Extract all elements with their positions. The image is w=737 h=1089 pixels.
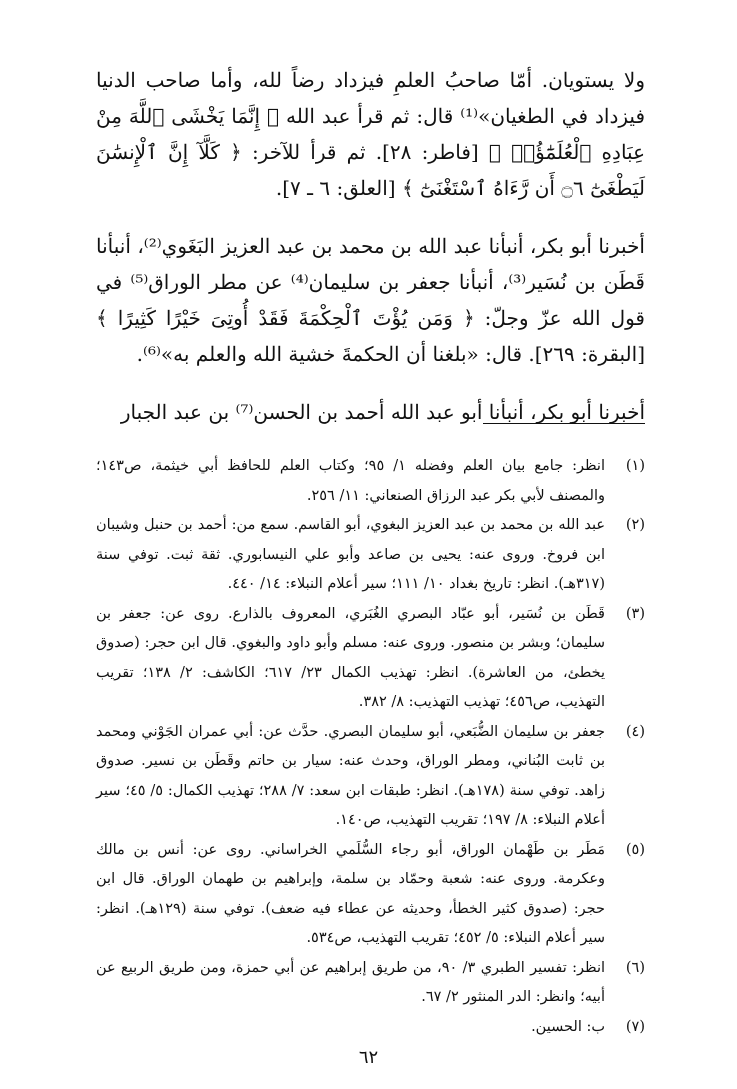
footnote [96,600,645,718]
footnote-text: ب: الحسين. [531,1018,605,1035]
footnote [96,511,645,600]
body-paragraph: ولا يستويان. أمّا صاحبُ العلمِ فيزداد رضاً لله، وأما صاحب الدنيا فيزداد في الطغيان»⁽¹⁾ قال: ثم قرأ عبد الله ﴿ إِنَّمَا يَخْشَى ٱللَّهَ مِنْ عِبَادِهِ ٱلْعُلَمَٰٓؤُا۟ ﴾ [فاطر: ٢٨]. ثم قرأ للآخر: ﴿ كَلَّآ إِنَّ ٱلْإِنسَٰنَ لَيَطْغَىٰٓ ۝٦ أَن رَّءَاهُ ٱسْتَغْنَىٰٓ ﴾ [العلق: ٦ ـ ٧]. [96,68,646,200]
footnote [96,452,645,511]
footnote-separator [483,423,645,424]
footnote-text: انظر: تفسير الطبري ٣/ ٩٠، من طريق إبراهيم عن أبي حمزة، ومن طريق الربيع عن أبيه؛ وانظر: الدر المنثور ٢/ ٦٧. [96,959,606,1005]
footnote-number: (٦) [625,959,645,976]
body-paragraph: أخبرنا أبو بكر، أنبأنا عبد الله بن محمد بن عبد العزيز البَغَوي⁽²⁾، أنبأنا قَطَن بن نُسَير⁽³⁾، أنبأنا جعفر بن سليمان⁽⁴⁾ عن مطر الوراق⁽⁵⁾ في قول الله عزّ وجلّ: ﴿ وَمَن يُؤْتَ ٱلْحِكْمَةَ فَقَدْ أُوتِىَ خَيْرًا كَثِيرًا ﴾ [البقرة: ٢٦٩]. قال: «بلغنا أن الحكمةَ خشية الله والعلم به»⁽⁶⁾. [96,234,645,366]
footnote-text: جعفر بن سليمان الضُّبَعي، أبو سليمان البصري. حدَّث عن: أبي عمران الجَوْني ومحمد بن ثابت البُناني، ومطر الوراق، وحدث عنه: سيار بن حاتم وقَطَن بن نسير. صدوق زاهد. توفي سنة (١٧٨هـ). انظر: طبقات ابن سعد: ٧/ ٢٨٨؛ تهذيب الكمال: ٥/ ٤٥؛ سير أعلام النبلاء: ٨/ ١٩٧؛ تقريب التهذيب، ص١٤٠. [96,723,605,828]
footnote-number: (١) [625,458,645,474]
footnote [96,954,645,1013]
footnote-text: مَطَر بن طَهْمان الوراق، أبو رجاء السُّلَمي الخراساني. روى عن: أنس بن مالك وعكرمة. وروى عنه: شعبة وحمّاد بن سلمة، وإبراهيم بن طهمان الوراق. قال ابن حجر: (صدوق كثير الخطأ، وحديثه عن عطاء فيه ضعف). توفي سنة (١٢٩هـ). انظر: سير أعلام النبلاء: ٥/ ٤٥٢؛ تقريب التهذيب، ص٥٣٤. [96,841,605,946]
footnote-number: (٢) [625,517,645,533]
footnote-number: (٤) [625,723,645,740]
footnote [96,836,645,954]
footnote-text: انظر: جامع بيان العلم وفضله ١/ ٩٥؛ وكتاب العلم للحافظ أبي خيثمة، ص١٤٣؛ والمصنف لأبي بكر عبد الرزاق الصنعاني: ١١/ ٢٥٦. [96,458,605,504]
footnote-number: (٥) [625,841,645,858]
body-paragraph: أخبرنا أبو بكر، أنبأنا أبو عبد الله أحمد بن الحسن⁽⁷⁾ بن عبد الجبار [120,400,645,424]
footnote-text: عبد الله بن محمد بن عبد العزيز البغوي، أبو القاسم. سمع من: أحمد بن حنبل وشيبان ابن فروخ. وروى عنه: يحيى بن صاعد وأبو علي النيسابوري. ثقة ثبت. توفي سنة (٣١٧هـ). انظر: تاريخ بغداد ١٠/ ١١١؛ سير أعلام النبلاء: ١٤/ ٤٤٠. [96,517,605,592]
main-text [96,62,645,430]
footnote-number: (٧) [625,1018,645,1035]
footnote [96,718,645,836]
footnotes [96,452,645,1042]
footnote [96,1013,645,1043]
footnote-text: قَطَن بن نُسَير، أبو عبّاد البصري الغُبَري، المعروف بالذارع. روى عن: جعفر بن سليمان؛ وبشر بن منصور. وروى عنه: مسلم وأبو داود والبغوي. قال ابن حجر: (صدوق يخطئ، من العاشرة). انظر: تهذيب الكمال ٢٣/ ٦١٧؛ الكاشف: ٢/ ١٣٨؛ تقريب التهذيب، ص٤٥٦؛ تهذيب التهذيب: ٨/ ٣٨٢. [96,605,605,710]
page-number: ٦٢ [358,1047,379,1068]
footnote-number: (٣) [625,605,645,622]
